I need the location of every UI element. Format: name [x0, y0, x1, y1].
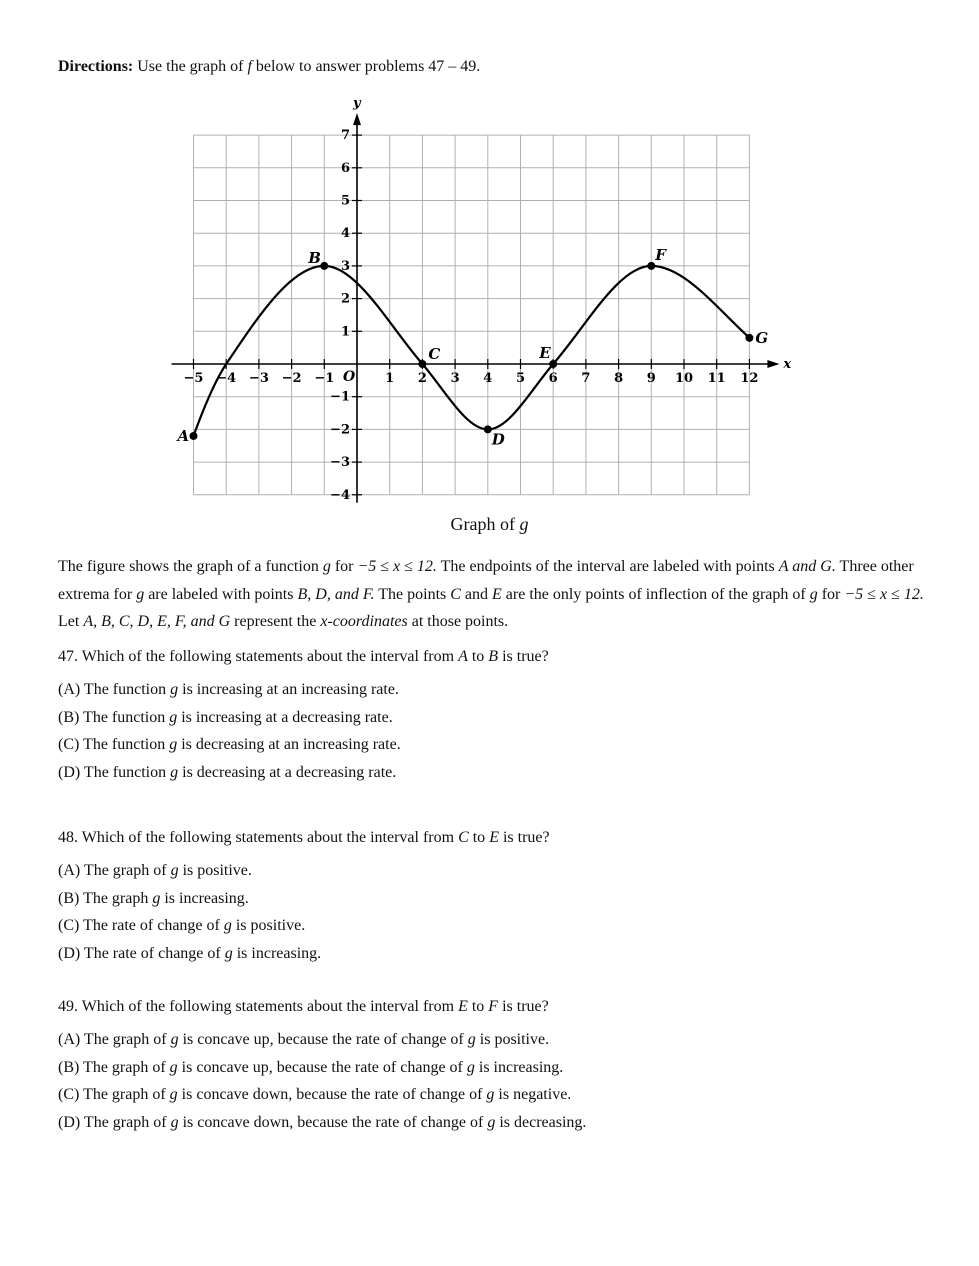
opt-var: g [170, 681, 179, 698]
question-47 [58, 648, 938, 786]
para-s6: The points [374, 585, 451, 603]
y-axis-label: y [353, 96, 361, 112]
opt-var: g [169, 1086, 178, 1103]
directions-func: f [247, 58, 252, 75]
opt-pre: (C) The graph of [58, 1086, 170, 1103]
point-f [647, 262, 655, 270]
opt-var2: g [487, 1113, 496, 1131]
option-a[interactable] [58, 676, 938, 704]
g-curve [194, 266, 750, 436]
para-xc: x-coordinates [320, 613, 408, 630]
para-s5: are labeled with points [144, 585, 298, 603]
stem-a: 49. Which of the following statements about the interval from [58, 998, 459, 1015]
graph-caption [0, 514, 979, 535]
opt-post: is decreasing. [495, 1113, 587, 1131]
option-c[interactable] [58, 1081, 938, 1109]
x-tick-label: 7 [581, 371, 591, 386]
opt-var: g [170, 862, 179, 879]
opt-pre: (C) The function [58, 736, 170, 753]
option-d[interactable] [58, 940, 938, 968]
point-label-a: A [177, 426, 190, 445]
question-49 [58, 998, 938, 1136]
directions-text-before: Use the graph of [133, 58, 248, 75]
question-stem [58, 648, 938, 666]
opt-mid: is concave up, because the rate of change of [177, 1058, 467, 1076]
stem-b: is true? [498, 648, 549, 665]
grid [194, 135, 750, 495]
stem-until: B [488, 648, 499, 665]
x-tick-label: −1 [314, 371, 335, 386]
x-tick-label: 5 [515, 371, 526, 386]
stem-to: to [467, 998, 489, 1015]
option-d[interactable] [58, 1109, 938, 1137]
opt-post: is negative. [494, 1086, 572, 1103]
opt-pre: (C) The rate of change of [58, 917, 224, 934]
para-ag: A and G. [778, 558, 836, 575]
point-label-d: D [491, 430, 505, 449]
directions [58, 58, 480, 76]
stem-from: E [458, 998, 468, 1015]
opt-pre: (A) The function [58, 681, 171, 698]
opt-pre: (A) The graph of [58, 1031, 171, 1048]
para-s11: represent the [230, 613, 321, 630]
question-48 [58, 829, 938, 967]
point-label-e: E [539, 344, 551, 362]
opt-pre: (B) The function [58, 708, 170, 726]
opt-post: is decreasing at an increasing rate. [177, 736, 401, 753]
x-tick-label: 1 [385, 371, 395, 386]
y-tick-label: −4 [330, 487, 350, 503]
opt-var2: g [467, 1031, 476, 1048]
option-b[interactable] [58, 1054, 938, 1082]
point-c [418, 360, 426, 368]
opt-mid: is concave down, because the rate of change of [178, 1113, 488, 1131]
para-g3: g [809, 585, 818, 603]
y-tick-label: 5 [340, 193, 350, 209]
directions-label: Directions: [58, 58, 134, 75]
option-b[interactable] [58, 704, 938, 732]
opt-post: is positive. [231, 917, 306, 934]
point-g [745, 334, 753, 342]
opt-var2: g [466, 1058, 475, 1076]
point-a [190, 432, 198, 440]
opt-pre: (D) The graph of [58, 1113, 171, 1131]
point-label-f: F [655, 245, 666, 264]
stem-from: A [458, 648, 468, 665]
y-tick-label: −1 [330, 389, 350, 405]
para-range1: −5 ≤ x ≤ 12. [357, 558, 437, 575]
opt-post: is increasing at an increasing rate. [178, 681, 399, 698]
opt-mid: is concave down, because the rate of change of [177, 1086, 487, 1103]
stem-until: F [488, 998, 499, 1015]
para-e: E [492, 585, 502, 603]
para-c: C [450, 585, 461, 603]
opt-var: g [169, 736, 178, 753]
stem-to: to [468, 829, 490, 846]
stem-b: is true? [498, 998, 549, 1015]
y-tick-label: 6 [340, 160, 350, 176]
stem-to: to [467, 648, 489, 665]
x-tick-label: 8 [614, 371, 624, 386]
ticks [184, 128, 759, 503]
opt-var: g [169, 1058, 178, 1076]
graph-of-g [160, 88, 800, 508]
opt-post: is positive. [178, 862, 252, 879]
opt-post: is positive. [475, 1031, 550, 1048]
stem-from: C [458, 829, 469, 846]
directions-text-after: below to answer problems 47 – 49. [251, 58, 481, 75]
option-d[interactable] [58, 759, 938, 787]
x-tick-label: −2 [281, 371, 302, 386]
opt-var: g [170, 763, 179, 781]
stem-a: 48. Which of the following statements about the interval from [58, 829, 459, 846]
x-tick-label: 3 [450, 371, 460, 386]
para-s2: for [330, 558, 358, 575]
stem-until: E [489, 829, 499, 846]
opt-pre: (B) The graph of [58, 1058, 170, 1076]
axes [172, 96, 792, 503]
para-g1: g [322, 558, 331, 575]
x-tick-label: −5 [183, 371, 204, 386]
option-b[interactable] [58, 885, 938, 913]
option-c[interactable] [58, 731, 938, 759]
point-label-c: C [428, 345, 441, 363]
para-range2: −5 ≤ x ≤ 12. [844, 585, 924, 603]
para-s9: for [817, 585, 845, 603]
y-tick-label: 3 [340, 258, 350, 274]
opt-post: is increasing. [232, 944, 322, 962]
x-tick-label: 6 [548, 371, 558, 386]
para-s4: Three other extrema for [58, 558, 914, 603]
y-tick-label: −3 [330, 455, 350, 471]
para-g2: g [136, 585, 145, 603]
opt-var: g [169, 708, 178, 726]
opt-var: g [170, 1031, 179, 1048]
x-tick-label: 2 [417, 371, 427, 386]
opt-var: g [223, 917, 232, 934]
opt-post: is decreasing at a decreasing rate. [178, 763, 397, 781]
para-s7: and [460, 585, 493, 603]
point-b [320, 262, 328, 270]
para-s8: are the only points of inflection of the graph of [501, 585, 810, 603]
x-tick-label: 11 [707, 371, 726, 386]
question-stem [58, 998, 938, 1016]
y-axis-arrow-icon [353, 113, 361, 125]
para-s10: Let [58, 613, 84, 630]
para-all: A, B, C, D, E, F, and G [83, 613, 231, 630]
origin-label: O [343, 369, 356, 385]
y-tick-label: 7 [340, 128, 350, 144]
y-tick-label: 4 [340, 226, 350, 242]
point-label-g: G [755, 328, 769, 347]
opt-post: is increasing. [474, 1058, 564, 1076]
opt-var: g [170, 1113, 179, 1131]
para-bdf: B, D, and F. [297, 585, 375, 603]
y-tick-label: −2 [330, 422, 350, 438]
stem-b: is true? [498, 829, 550, 846]
x-tick-label: 12 [740, 371, 759, 386]
y-tick-label: 1 [340, 324, 350, 340]
opt-pre: (B) The graph [58, 889, 153, 907]
caption-prefix: Graph of [450, 514, 520, 534]
curve [194, 266, 750, 436]
opt-pre: (D) The rate of change of [58, 944, 225, 962]
x-tick-label: −3 [248, 371, 269, 386]
x-tick-label: 10 [674, 371, 694, 386]
opt-pre: (A) The graph of [58, 862, 171, 879]
para-s12: at those points. [407, 613, 509, 630]
y-tick-label: 2 [340, 291, 350, 307]
para-s1: The figure shows the graph of a function [58, 558, 323, 575]
caption-var: g [519, 514, 529, 534]
point-d [484, 425, 492, 433]
opt-var: g [152, 889, 161, 907]
point-label-b: B [308, 248, 321, 267]
option-a[interactable] [58, 1026, 938, 1054]
description-paragraph [58, 553, 938, 636]
x-tick-label: −4 [216, 371, 237, 386]
x-axis-label: x [783, 357, 792, 372]
opt-pre: (D) The function [58, 763, 171, 781]
option-c[interactable] [58, 912, 938, 940]
opt-post: is increasing. [160, 889, 249, 907]
x-axis-arrow-icon [767, 360, 779, 368]
x-tick-label: 4 [483, 371, 493, 386]
stem-a: 47. Which of the following statements about the interval from [58, 648, 459, 665]
opt-post: is increasing at a decreasing rate. [177, 708, 393, 726]
para-s3: The endpoints of the interval are labeled with points [436, 558, 779, 575]
option-a[interactable] [58, 857, 938, 885]
opt-var2: g [486, 1086, 495, 1103]
opt-mid: is concave up, because the rate of change of [178, 1031, 468, 1048]
question-stem [58, 829, 938, 847]
opt-var: g [224, 944, 233, 962]
x-tick-label: 9 [646, 371, 656, 386]
